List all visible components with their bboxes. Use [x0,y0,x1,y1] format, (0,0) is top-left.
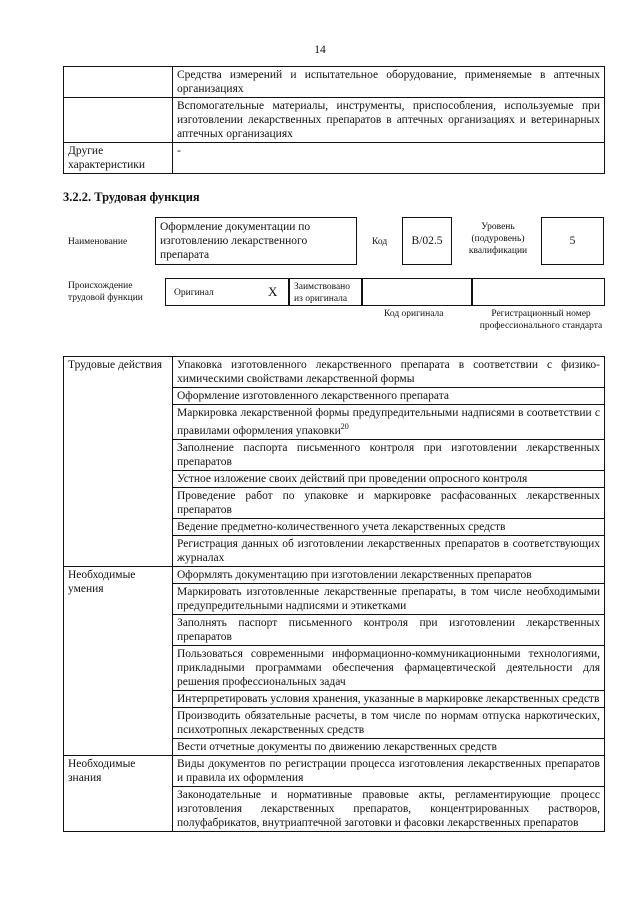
table-cell: Регистрация данных об изготовлении лекарственных препаратов в соответствующих журналах [173,535,605,566]
table-row [64,67,605,98]
top-table [63,66,605,174]
footnote-ref: 20 [340,422,349,431]
table-cell: Вести отчетные документы по движению лекарственных средств [173,738,605,755]
original-box [165,278,289,306]
table-cell: Проведение работ по упаковке и маркировке расфасованных лекарственных препаратов [173,487,605,518]
level-label: Уровень (подуровень) квалификации [468,222,528,256]
level-value: 5 [541,217,604,265]
original-label: Оригинал [174,288,214,298]
row-label [64,67,173,98]
borrowed-box [289,278,362,306]
table-cell: Ведение предметно-количественного учета лекарственных средств [173,518,605,535]
table-row [64,98,605,143]
code-value: B/02.5 [402,217,452,265]
page-number: 14 [314,44,326,56]
row-text: - [173,143,605,174]
row-text: Вспомогательные материалы, инструменты, приспособления, используемые при изготовлении лекарственных препаратов в аптечных организациях и ветеринарных аптечных организациях [173,98,605,143]
table-row [64,143,605,174]
table-cell: Оформление изготовленного лекарственного препарата [173,388,605,405]
table-cell: Виды документов по регистрации процесса изготовления лекарственных препаратов и правила их оформления [173,755,605,786]
group-label: Трудовые действия [64,357,173,567]
table-cell: Заполнять паспорт письменного контроля при изготовлении лекарственных препаратов [173,614,605,645]
code-original-box [362,278,472,306]
table-row [64,357,605,388]
table-cell: Интерпретировать условия хранения, указанные в маркировке лекарственных средств [173,690,605,707]
row-label: Другие характеристики [64,143,173,174]
code-original-caption: Код оригинала [384,309,444,319]
table-cell: Пользоваться современными информационно-коммуникационными технологиями, прикладными программами обеспечения фармацевтической деятельности для решения профессиональных задач [173,645,605,690]
function-name: Оформление документации по изготовлению лекарственного препарата [155,217,357,265]
row-text: Средства измерений и испытательное оборудование, применяемые в аптечных организациях [173,67,605,98]
group-label: Необходимые знания [64,755,173,831]
cell-text: Маркировка лекарственной формы предупредительными надписями в соответствии с правилами оформления упаковки [177,407,600,437]
table-cell: Маркировать изготовленные лекарственные препараты, в том числе необходимыми предупредительными надписями и этикетками [173,583,605,614]
group-label: Необходимые умения [64,566,173,755]
name-label: Наименование [68,237,128,247]
table-cell: Производить обязательные расчеты, в том числе по нормам отпуска наркотических, психотропных лекарственных средств [173,707,605,738]
table-row [64,566,605,583]
table-cell [173,405,605,440]
table-row [64,755,605,786]
reg-number-caption: Регистрационный номер профессионального стандарта [479,309,603,331]
table-cell: Устное изложение своих действий при проведении опросного контроля [173,470,605,487]
row-label [64,98,173,143]
borrowed-label: Заимствовано из оригинала [294,282,351,304]
table-cell: Заполнение паспорта письменного контроля при изготовлении лекарственных препаратов [173,439,605,470]
section-heading: 3.2.2. Трудовая функция [63,190,200,204]
main-table [63,356,605,832]
code-label: Код [372,237,388,247]
table-cell: Оформлять документацию при изготовлении лекарственных препаратов [173,566,605,583]
origin-label: Происхождение трудовой функции [68,281,143,303]
reg-number-box [472,278,605,306]
table-cell: Упаковка изготовленного лекарственного препарата в соответствии с физико-химическими свойствами лекарственной формы [173,357,605,388]
table-cell: Законодательные и нормативные правовые акты, регламентирующие процесс изготовления лекарственных препаратов, концентрированных растворов, полуфабрикатов, внутриаптечной заготовки и фасовки лекарственных препаратов [173,786,605,831]
original-mark: X [268,284,278,299]
